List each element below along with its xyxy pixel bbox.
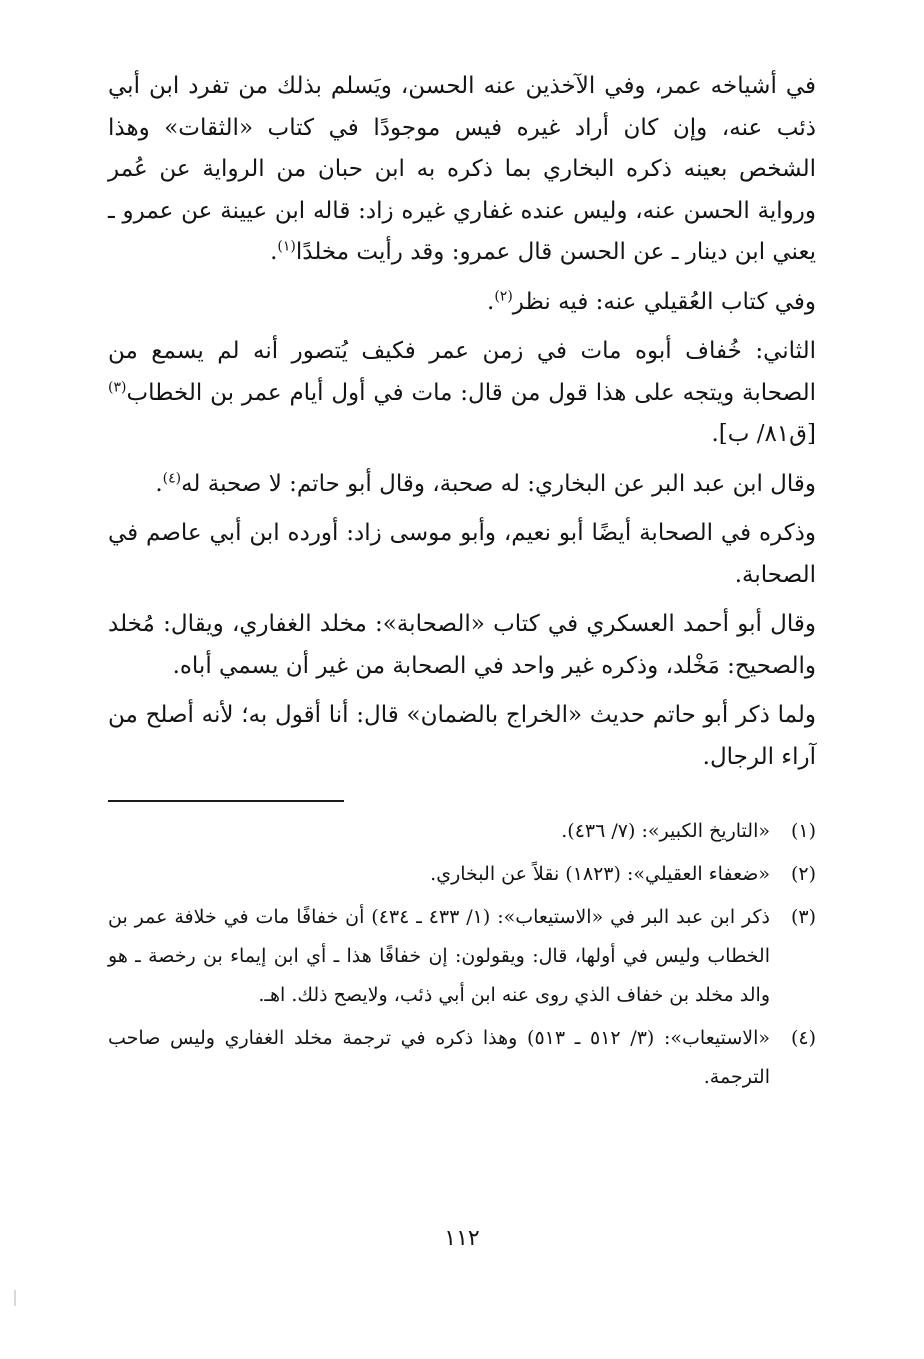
paragraph-tail: . [155,470,163,497]
footnote-3 [108,898,816,1015]
footnote-ref-2[interactable]: (٢) [494,287,513,304]
footnote-ref-3[interactable]: (٣) [108,378,127,395]
footnote-number: (٤) [790,1027,816,1049]
paragraph-1 [108,66,816,274]
paragraph-text: وقال ابن عبد البر عن البخاري: له صحبة، وقال أبو حاتم: لا صحبة له [181,470,816,497]
footnotes [108,812,816,1097]
paragraph-text: وذكره في الصحابة أيضًا أبو نعيم، وأبو موسى زاد: أورده ابن أبي عاصم في الصحابة. [108,520,816,588]
footnote-number: (١) [790,820,816,842]
footnote-1 [108,812,816,851]
scan-artifact [14,1290,16,1306]
footnote-4 [108,1019,816,1097]
footnote-number: (٣) [790,906,816,928]
paragraph-4 [108,464,816,506]
paragraph-7 [108,695,816,778]
paragraph-text: وفي كتاب العُقيلي عنه: فيه نظر [512,288,816,315]
paragraph-tail: . [487,288,495,315]
footnote-text: «ضعفاء العقيلي»: (١٨٢٣) نقلاً عن البخاري. [430,863,770,885]
paragraph-tail: [ق٨١/ ب]. [711,421,816,447]
footnote-ref-1[interactable]: (١) [277,238,296,255]
page-number: ١١٢ [444,1226,480,1251]
paragraph-5 [108,513,816,596]
footnote-number: (٢) [790,863,816,885]
page-body [108,66,816,1101]
footnote-text: ذكر ابن عبد البر في «الاستيعاب»: (١/ ٤٣٣ ـ ٤٣٤) أن خفافًا مات في خلافة عمر بن الخطاب وليس في أولها، قال: ويقولون: إن خفافًا هذا ـ أي ابن إيماء بن رخصة ـ هو والد مخلد بن خفاف الذي روى عنه ابن أبي ذئب، ولايصح ذلك. اهـ. [108,906,770,1006]
paragraph-6 [108,604,816,687]
footnote-separator [108,800,344,802]
paragraph-tail: . [270,239,278,265]
footnote-text: «التاريخ الكبير»: (٧/ ٤٣٦). [561,820,770,842]
paragraph-text: في أشياخه عمر، وفي الآخذين عنه الحسن، ويَسلم بذلك من تفرد ابن أبي ذئب عنه، وإن كان أراد غيره فيس موجودًا في كتاب «الثقات» وهذا الشخص بعينه ذكره البخاري بما ذكره به ابن حبان من الرواية عن عُمر ورواية الحسن عنه، وليس عنده غفاري غيره زاد: قاله ابن عيينة عن عمرو ـ يعني ابن دينار ـ عن الحسن قال عمرو: وقد رأيت مخلدًا [108,73,816,265]
paragraph-text: ولما ذكر أبو حاتم حديث «الخراج بالضمان» قال: أنا أقول به؛ لأنه أصلح من آراء الرجال. [108,702,816,770]
main-text [108,66,816,778]
footnote-2 [108,855,816,894]
paragraph-text: الثاني: خُفاف أبوه مات في زمن عمر فكيف يُتصور أنه لم يسمع من الصحابة ويتجه على هذا قول من قال: مات في أول أيام عمر بن الخطاب [108,338,816,406]
paragraph-3 [108,331,816,456]
paragraph-2 [108,282,816,324]
paragraph-text: وقال أبو أحمد العسكري في كتاب «الصحابة»: مخلد الغفاري، ويقال: مُخلد والصحيح: مَخْلد، وذكره غير واحد في الصحابة من غير أن يسمي أباه. [108,611,816,679]
footnote-ref-4[interactable]: (٤) [162,469,182,486]
footnote-text: «الاستيعاب»: (٣/ ٥١٢ ـ ٥١٣) وهذا ذكره في ترجمة مخلد الغفاري وليس صاحب الترجمة. [108,1027,770,1088]
